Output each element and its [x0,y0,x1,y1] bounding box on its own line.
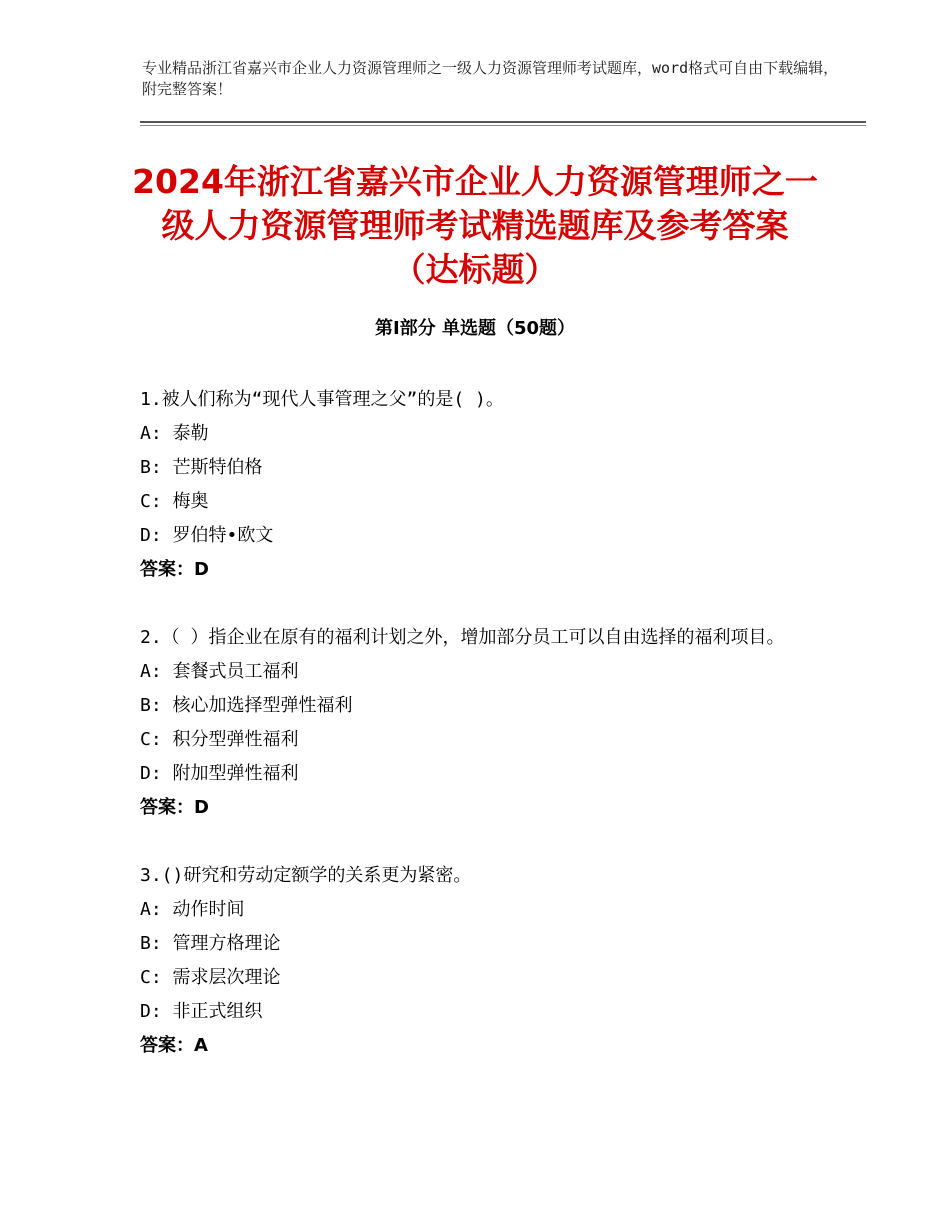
question-text: 1.被人们称为“现代人事管理之父”的是( )。 [140,389,504,410]
header-rule-thick [140,121,866,123]
question-text: 3.()研究和劳动定额学的关系更为紧密。 [140,865,472,886]
option-b: B: 管理方格理论 [140,933,281,954]
option-c: C: 需求层次理论 [140,967,281,988]
option-b: B: 芒斯特伯格 [140,457,263,478]
header-note: 专业精品浙江省嘉兴市企业人力资源管理师之一级人力资源管理师考试题库，word格式可自由下载编辑，附完整答案！ [142,59,839,98]
answer: 答案：D [140,797,209,818]
question-3 [140,859,820,1063]
question-list [140,383,820,1097]
question-2 [140,621,820,825]
option-a: A: 套餐式员工福利 [140,661,299,682]
question-1 [140,383,820,587]
header-rule-thin [140,125,866,126]
option-d: D: 非正式组织 [140,1001,263,1022]
answer: 答案：A [140,1035,208,1056]
option-c: C: 梅奥 [140,491,209,512]
option-d: D: 附加型弹性福利 [140,763,299,784]
option-b: B: 核心加选择型弹性福利 [140,695,353,716]
answer: 答案：D [140,559,209,580]
question-text: 2.（ ）指企业在原有的福利计划之外，增加部分员工可以自由选择的福利项目。 [140,627,785,648]
document-title: 2024年浙江省嘉兴市企业人力资源管理师之一级人力资源管理师考试精选题库及参考答案（达标题） [132,162,818,289]
section-heading: 第Ⅰ部分 单选题（50题） [374,318,575,339]
option-c: C: 积分型弹性福利 [140,729,299,750]
option-a: A: 泰勒 [140,423,209,444]
option-a: A: 动作时间 [140,899,245,920]
option-d: D: 罗伯特•欧文 [140,525,274,546]
